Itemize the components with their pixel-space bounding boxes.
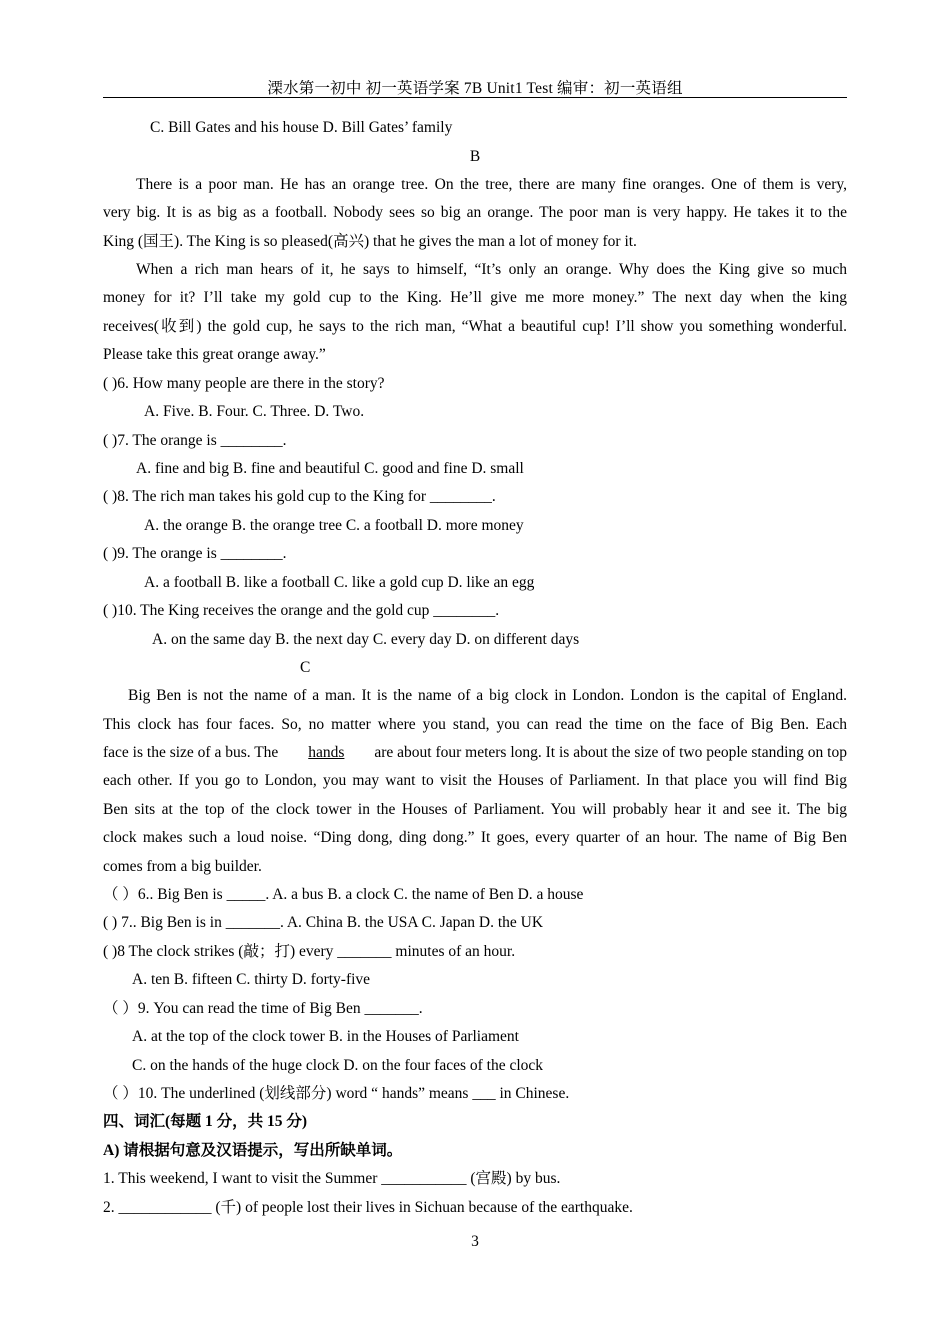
passage-b-line: There is a poor man. He has an orange tree. On the tree, there are many fine oranges. One of them is very, (136, 176, 847, 193)
passage-c-line: Big Ben is not the name of a man. It is the name of a big clock in London. London is the capital of England. (128, 687, 847, 704)
section-heading-b: B (469, 148, 481, 165)
question-line: ( )9. The orange is ________. (103, 545, 287, 562)
passage-c-line: This clock has four faces. So, no matter where you stand, you can read the time on the face of Big Ben. Each (103, 716, 847, 733)
passage-b-line: Please take this great orange away.” (103, 346, 326, 363)
passage-b-line: money for it? I’ll take my gold cup to the King. He’ll give me more money.” The next day when the king (103, 289, 847, 306)
underlined-word: hands (308, 744, 345, 761)
passage-c-line: clock makes such a loud noise. “Ding dong, ding dong.” It goes, every quarter of an hour. The name of Big Ben (103, 829, 847, 846)
option-line: A. Five. B. Four. C. Three. D. Two. (144, 403, 365, 420)
page-header: 溧水第一初中 初一英语学案 7B Unit1 Test 编审：初一英语组 (267, 80, 683, 97)
passage-text: are about four meters long. It is about the size of two people standing on top (374, 744, 847, 761)
passage-b-line: receives(收到) the gold cup, he says to the rich man, “What a beautiful cup! I’ll show you something wonderful. (103, 318, 847, 335)
vocab-question-line: 1. This weekend, I want to visit the Summer ___________ (宫殿) by bus. (103, 1170, 561, 1187)
passage-b-line: When a rich man hears of it, he says to himself, “It’s only an orange. Why does the King give so much (136, 261, 847, 278)
option-line: A. ten B. fifteen C. thirty D. forty-five (132, 971, 371, 988)
header-rule (103, 97, 847, 98)
question-line: ( )7. The orange is ________. (103, 432, 287, 449)
question-line: ( )6. How many people are there in the story? (103, 375, 385, 392)
option-line: A. a football B. like a football C. like a gold cup D. like an egg (144, 574, 535, 591)
instruction-line: A) 请根据句意及汉语提示，写出所缺单词。 (103, 1142, 403, 1159)
question-line: ( )8. The rich man takes his gold cup to the King for ________. (103, 488, 496, 505)
passage-c-line: comes from a big builder. (103, 858, 262, 875)
option-line: C. on the hands of the huge clock D. on the four faces of the clock (132, 1057, 544, 1074)
passage-c-line: each other. If you go to London, you may want to visit the Houses of Parliament. In that place you will find Big (103, 772, 847, 789)
section-heading-c: C (300, 659, 311, 676)
passage-c-line: Ben sits at the top of the clock tower in the Houses of Parliament. You will probably hear it and see it. The big (103, 801, 847, 818)
question-line: ( )8 The clock strikes (敲；打) every _______ minutes of an hour. (103, 943, 516, 960)
passage-b-line: King (国王). The King is so pleased(高兴) that he gives the man a lot of money for it. (103, 233, 637, 250)
question-line: ( )10. The King receives the orange and the gold cup ________. (103, 602, 500, 619)
question-line: ( ) 7.. Big Ben is in _______. A. China B. the USA C. Japan D. the UK (103, 914, 544, 931)
passage-c-line (103, 743, 847, 763)
passage-text: face is the size of a bus. The (103, 744, 279, 761)
option-line: A. on the same day B. the next day C. every day D. on different days (152, 631, 580, 648)
option-line: C. Bill Gates and his house D. Bill Gates’ family (150, 119, 453, 136)
section-heading-vocabulary: 四、词汇(每题 1 分，共 15 分) (103, 1113, 308, 1130)
question-line: （ ）9. You can read the time of Big Ben _______. (103, 1000, 423, 1017)
question-line: （ ）10. The underlined (划线部分) word “ hands” means ___ in Chinese. (103, 1085, 570, 1102)
option-line: A. the orange B. the orange tree C. a football D. more money (144, 517, 524, 534)
page-number: 3 (471, 1233, 479, 1250)
option-line: A. fine and big B. fine and beautiful C. good and fine D. small (136, 460, 524, 477)
option-line: A. at the top of the clock tower B. in the Houses of Parliament (132, 1028, 519, 1045)
question-line: （ ）6.. Big Ben is _____. A. a bus B. a clock C. the name of Ben D. a house (103, 886, 584, 903)
vocab-question-line: 2. ____________ (千) of people lost their lives in Sichuan because of the earthquake. (103, 1199, 633, 1216)
passage-b-line: very big. It is as big as a football. Nobody sees so big an orange. The poor man is very happy. He takes it to the (103, 204, 847, 221)
